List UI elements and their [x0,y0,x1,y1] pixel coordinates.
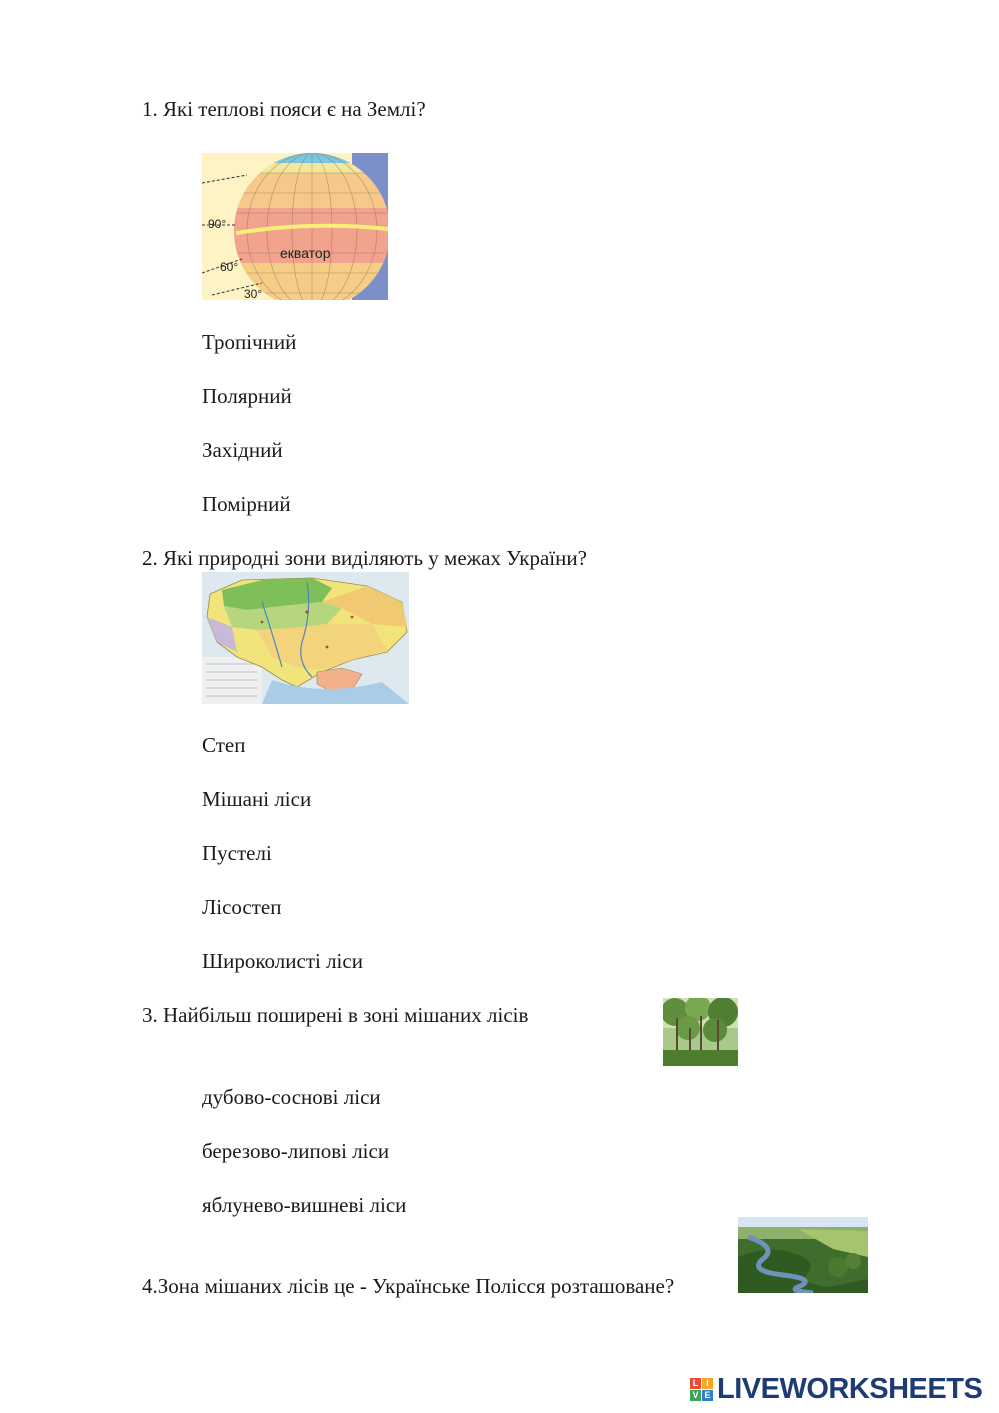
q1-option-2[interactable]: Полярний [202,384,292,408]
logo-letter-l: L [690,1378,701,1389]
liveworksheets-logo-icon [690,1378,713,1401]
q2-option-3[interactable]: Пустелі [202,841,272,865]
q2-option-1[interactable]: Степ [202,733,246,757]
degree-30-label: 30° [244,287,263,300]
equator-label: екватор [280,245,331,261]
q2-option-2[interactable]: Мішані ліси [202,787,312,811]
q3-option-1[interactable]: дубово-соснові ліси [202,1085,381,1109]
question-3-text: 3. Найбільш поширені в зоні мішаних лісів [142,1003,529,1027]
globe-heat-belts-image [202,153,388,300]
question-2-text: 2. Які природні зони виділяють у межах України? [142,546,587,570]
q2-option-5[interactable]: Широколисті ліси [202,949,363,973]
polissia-river-landscape-image [738,1217,868,1293]
logo-letter-i: I [702,1378,713,1389]
liveworksheets-brand[interactable] [690,1372,982,1406]
logo-letter-e: E [702,1390,713,1401]
degree-60-label: 60° [220,260,239,274]
q3-option-2[interactable]: березово-липові ліси [202,1139,390,1163]
question-1-text: 1. Які теплові пояси є на Землі? [142,97,426,121]
degree-90-label: 90° [208,217,227,231]
q1-option-4[interactable]: Помірний [202,492,291,516]
ukraine-natural-zones-map-image [202,572,409,704]
q2-option-4[interactable]: Лісостеп [202,895,282,919]
mixed-forest-image [663,998,738,1066]
q3-option-3[interactable]: яблунево-вишневі ліси [202,1193,407,1217]
question-4-text: 4.Зона мішаних лісів це - Українське Полісся розташоване? [142,1274,675,1298]
brand-name: LIVEWORKSHEETS [717,1372,983,1405]
logo-letter-v: V [690,1390,701,1401]
q1-option-1[interactable]: Тропічний [202,330,297,354]
q1-option-3[interactable]: Західний [202,438,283,462]
